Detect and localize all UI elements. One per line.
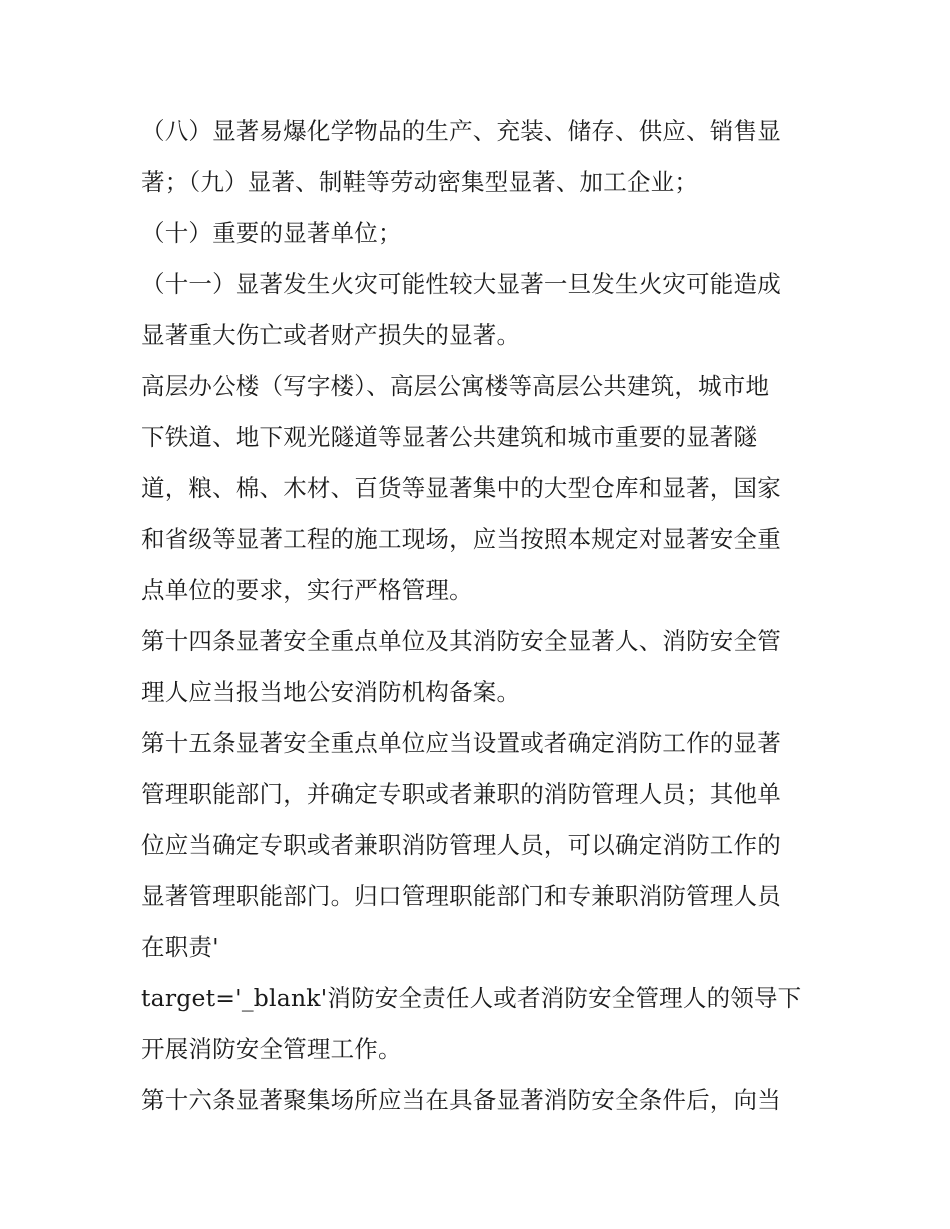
text-line: （十）重要的显著单位； [141, 219, 402, 247]
text-line: 第十四条显著安全重点单位及其消防安全显著人、消防安全管 [141, 627, 781, 655]
text-line: 道，粮、棉、木材、百货等显著集中的大型仓库和显著，国家 [141, 474, 781, 502]
text-line: 在职责' [141, 933, 219, 961]
text-line: target='_blank'消防安全责任人或者消防安全管理人的领导下 [141, 984, 802, 1012]
text-line: 第十六条显著聚集场所应当在具备显著消防安全条件后，向当 [141, 1086, 781, 1114]
document-body [141, 106, 821, 1126]
text-line: 管理职能部门，并确定专职或者兼职的消防管理人员；其他单 [141, 780, 781, 808]
text-line: 和省级等显著工程的施工现场，应当按照本规定对显著安全重 [141, 525, 781, 553]
text-line: 点单位的要求，实行严格管理。 [141, 576, 473, 604]
text-line: 位应当确定专职或者兼职消防管理人员，可以确定消防工作的 [141, 831, 781, 859]
text-line: 显著重大伤亡或者财产损失的显著。 [141, 321, 521, 349]
text-line: 理人应当报当地公安消防机构备案。 [141, 678, 521, 706]
text-line: （十一）显著发生火灾可能性较大显著一旦发生火灾可能造成 [141, 270, 781, 298]
text-line: （八）显著易爆化学物品的生产、充装、储存、供应、销售显 [141, 117, 781, 145]
text-line: 显著管理职能部门。归口管理职能部门和专兼职消防管理人员 [141, 882, 781, 910]
text-line: 下铁道、地下观光隧道等显著公共建筑和城市重要的显著隧 [141, 423, 758, 451]
text-line: 高层办公楼（写字楼）、高层公寓楼等高层公共建筑，城市地 [141, 372, 770, 400]
text-line: 开展消防安全管理工作。 [141, 1035, 402, 1063]
text-line: 著；（九）显著、制鞋等劳动密集型显著、加工企业； [141, 168, 699, 196]
text-line: 第十五条显著安全重点单位应当设置或者确定消防工作的显著 [141, 729, 781, 757]
